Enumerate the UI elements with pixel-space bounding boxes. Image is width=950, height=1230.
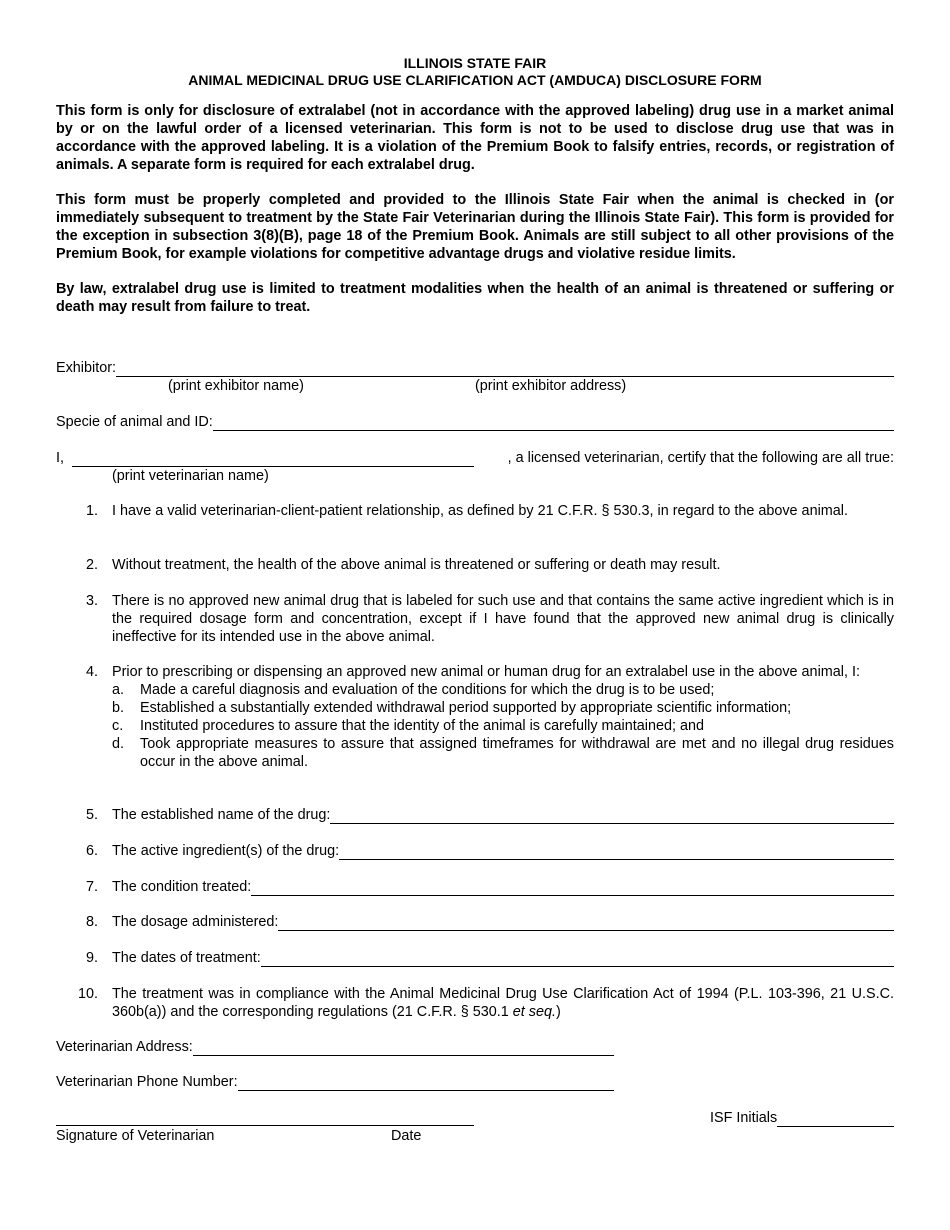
item-number: 4. [85,664,98,680]
list-item [56,985,894,1021]
dosage-input-line[interactable] [278,916,894,931]
drug-name-row [56,806,894,824]
specie-field-row [56,413,894,431]
exhibitor-name-caption: (print exhibitor name) [168,378,304,394]
item-text: Without treatment, the health of the above animal is threatened or suffering or death may result. [112,557,721,573]
list-item [56,663,894,771]
vet-name-captions [56,467,894,485]
vet-prefix: I, [56,450,64,466]
vet-phone-input-line[interactable] [238,1076,614,1091]
certification-list-10 [56,985,894,1021]
vet-phone-label: Veterinarian Phone Number: [56,1074,238,1090]
drug-name-input-line[interactable] [330,809,894,824]
certification-list-2 [56,556,894,574]
vet-address-input-line[interactable] [193,1041,614,1056]
date-caption: Date [391,1128,422,1144]
sub-item [112,681,894,699]
drug-name-label: The established name of the drug: [112,807,331,823]
signature-caption: Signature of Veterinarian [56,1128,215,1144]
sub-item [112,699,894,717]
item-number: 9. [85,950,98,966]
item-number: 1. [85,503,98,519]
form-title-line2: ANIMAL MEDICINAL DRUG USE CLARIFICATION ACT (AMDUCA) DISCLOSURE FORM [188,72,762,88]
certification-list [56,502,894,520]
dosage-row [56,913,894,931]
vet-address-label: Veterinarian Address: [56,1039,193,1055]
item-number: 6. [85,843,98,859]
sub-item-letter: b. [112,700,125,716]
specie-label: Specie of animal and ID: [56,414,213,430]
vet-name-input-line[interactable] [72,452,474,467]
sub-item-text: Instituted procedures to assure that the identity of the animal is carefully maintained; and [140,718,704,734]
exhibitor-field-row [56,359,894,377]
condition-treated-input-line[interactable] [251,881,894,896]
isf-initials-row [710,1109,894,1127]
vet-address-row [56,1038,614,1056]
disclosure-form [56,55,894,316]
item-text [112,985,894,1021]
signature-input-line[interactable] [56,1111,474,1126]
item-number: 7. [85,879,98,895]
sub-item-letter: c. [112,718,124,734]
item-number: 10. [77,986,98,1002]
item-number: 3. [85,593,98,609]
vet-name-caption: (print veterinarian name) [112,468,269,484]
intro-paragraph-2: This form must be properly completed and provided to the Illinois State Fair when the animal is checked in (or immediately subsequent to treatment by the State Fair Veterinarian during the Illinois State Fair). This form is provided for the exception in subsection 3(8)(B), page 18 of the Premium Book. Animals are still subject to all other provisions of the Premium Book, for example violations for competitive advantage drugs and violative residue limits. [56,192,894,262]
active-ingredient-input-line[interactable] [339,845,894,860]
item-number: 8. [85,914,98,930]
condition-treated-label: The condition treated: [112,879,252,895]
sub-item [112,717,894,735]
exhibitor-address-caption: (print exhibitor address) [475,378,627,394]
item-number: 2. [85,557,98,573]
sub-item-text: Took appropriate measures to assure that assigned timeframes for withdrawal are met and no illegal drug residues occur in the above animal. [140,736,894,770]
sub-item-text: Established a substantially extended withdrawal period supported by appropriate scientific information; [140,700,792,716]
active-ingredient-row [56,842,894,860]
item-text: Prior to prescribing or dispensing an approved new animal or human drug for an extralabel use in the above animal, I: [112,664,860,680]
item-number: 5. [85,807,98,823]
item-body [112,663,894,771]
condition-treated-row [56,878,894,896]
certification-list-4 [56,663,894,771]
vet-certify-text: , a licensed veterinarian, certify that the following are all true: [507,450,894,466]
list-item [56,556,894,574]
specie-input-line[interactable] [213,416,894,431]
treatment-dates-label: The dates of treatment: [112,950,261,966]
vet-certify-row [56,449,894,467]
exhibitor-captions [56,377,894,395]
item-text-end: ) [555,1004,561,1020]
treatment-dates-row [56,949,894,967]
sub-item-letter: a. [112,682,125,698]
item-text: I have a valid veterinarian-client-patient relationship, as defined by 21 C.F.R. § 530.3, in regard to the above animal. [112,503,848,519]
sub-item [112,735,894,771]
list-item [56,502,894,520]
form-title-line1: ILLINOIS STATE FAIR [403,55,547,71]
vet-phone-row [56,1073,614,1091]
active-ingredient-label: The active ingredient(s) of the drug: [112,843,340,859]
sub-item-text: Made a careful diagnosis and evaluation of the conditions for which the drug is to be used; [140,682,715,698]
item-text: There is no approved new animal drug that is labeled for such use and that contains the same active ingredient which is in the required dosage form and concentration, except if I have found that the approved new animal drug is clinically ineffective for its intended use in the above animal. [112,593,894,645]
isf-initials-label: ISF Initials [710,1110,778,1126]
treatment-dates-input-line[interactable] [261,952,894,967]
sub-item-letter: d. [112,736,125,752]
certification-list-3 [56,592,894,646]
intro-paragraph-1: This form is only for disclosure of extralabel (not in accordance with the approved labeling) drug use in a market animal by or on the lawful order of a licensed veterinarian. This form is not to be used to disclose drug use that was in accordance with the approved labeling. It is a violation of the Premium Book to falsify entries, records, or registration of animals. A separate form is required for each extralabel drug. [56,103,894,173]
list-item [56,592,894,646]
isf-initials-input-line[interactable] [777,1112,894,1127]
item-text-italic: et seq. [512,1004,556,1020]
intro-paragraph-3: By law, extralabel drug use is limited to treatment modalities when the health of an animal is threatened or suffering or death may result from failure to treat. [56,281,894,315]
dosage-label: The dosage administered: [112,914,279,930]
exhibitor-input-line[interactable] [116,362,894,377]
item-text-main: The treatment was in compliance with the Animal Medicinal Drug Use Clarification Act of 1994 (P.L. 103-396, 21 U.S.C. 360b(a)) and the corresponding regulations (21 C.F.R. § 530.1 [112,986,894,1020]
exhibitor-label: Exhibitor: [56,360,116,376]
